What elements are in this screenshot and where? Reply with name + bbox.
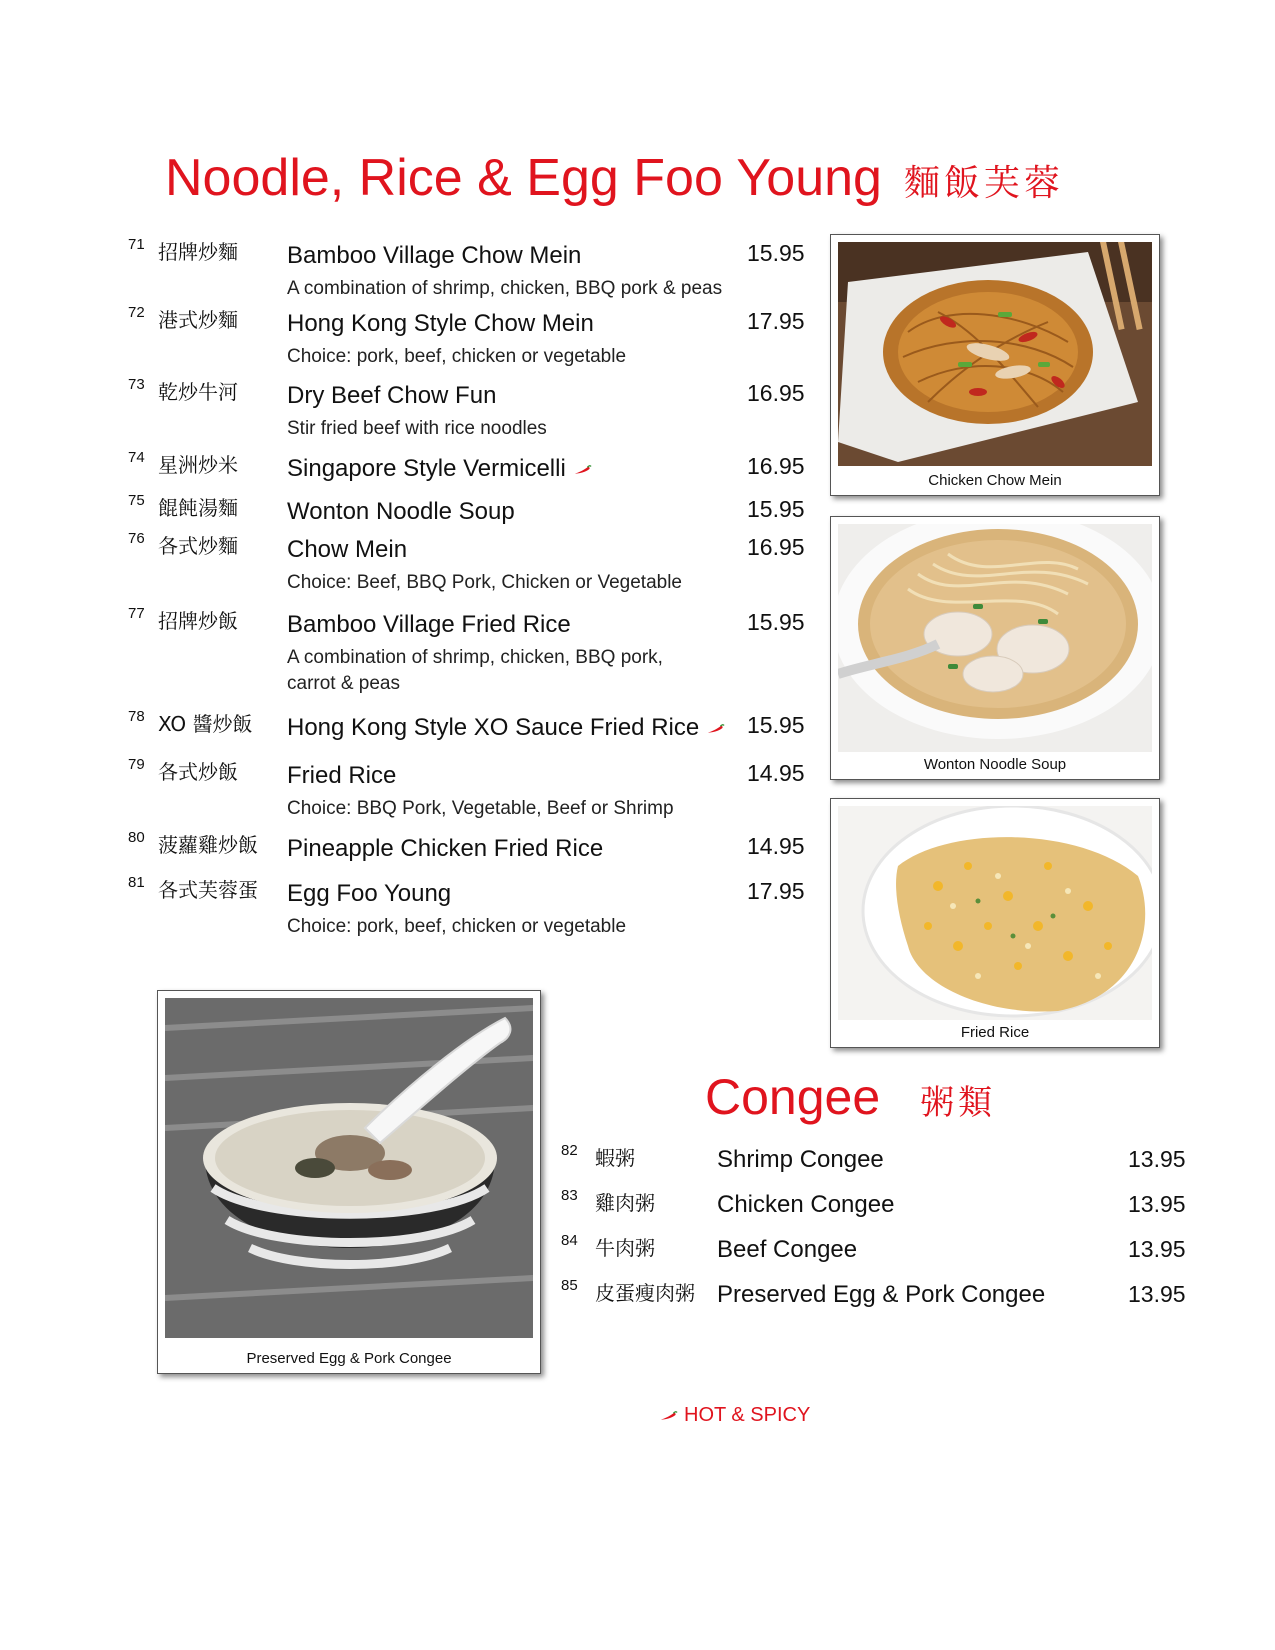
item-price: 13.95 [1128, 1146, 1186, 1172]
item-name-row [287, 714, 725, 742]
item-name-cn: 各式炒飯 [158, 760, 238, 784]
item-description: Stir fried beef with rice noodles [287, 418, 547, 439]
item-price: 17.95 [747, 878, 805, 904]
congee-title-en: Congee [705, 1069, 881, 1125]
item-description: Choice: pork, beef, chicken or vegetable [287, 916, 627, 937]
fried-rice-image [838, 806, 1152, 1020]
chili-pepper-icon [574, 465, 592, 475]
item-name: Chicken Congee [717, 1191, 895, 1218]
item-number: 72 [128, 304, 145, 321]
item-number: 85 [561, 1277, 578, 1294]
item-name-cn: XO 醬炒飯 [158, 712, 253, 736]
photo-fried-rice [830, 798, 1160, 1048]
item-name: Singapore Style Vermicelli [287, 455, 566, 482]
item-name: Bamboo Village Fried Rice [287, 611, 571, 638]
item-price: 16.95 [747, 534, 805, 560]
chili-pepper-icon [707, 724, 725, 734]
item-price: 16.95 [747, 453, 805, 479]
item-number: 71 [128, 236, 145, 253]
item-name: Hong Kong Style Chow Mein [287, 310, 594, 337]
congee-section-title [705, 1068, 996, 1126]
item-name-cn: 星洲炒米 [158, 453, 238, 477]
item-name-cn: 牛肉粥 [595, 1236, 655, 1260]
item-description: Choice: BBQ Pork, Vegetable, Beef or Shrimp [287, 798, 674, 819]
item-number: 77 [128, 605, 145, 622]
item-name: Dry Beef Chow Fun [287, 382, 497, 409]
menu-item [0, 530, 820, 593]
item-name: Bamboo Village Chow Mein [287, 242, 582, 269]
item-number: 81 [128, 874, 145, 891]
item-name-cn: 招牌炒飯 [158, 609, 238, 633]
page-title-cn: 麵飯芙蓉 [903, 163, 1064, 204]
photo-wonton-noodle-soup [830, 516, 1160, 780]
item-name-cn: 招牌炒麵 [158, 240, 238, 264]
item-price: 13.95 [1128, 1236, 1186, 1262]
item-number: 82 [561, 1142, 578, 1159]
item-name-cn: 雞肉粥 [595, 1191, 655, 1215]
item-name-cn: 皮蛋瘦肉粥 [595, 1281, 695, 1305]
item-name: Chow Mein [287, 536, 408, 563]
photo-caption: Fried Rice [960, 1024, 1030, 1041]
photo-caption: Wonton Noodle Soup [923, 756, 1067, 773]
item-name: Hong Kong Style XO Sauce Fried Rice [287, 714, 700, 741]
item-number: 74 [128, 449, 145, 466]
congee-title-cn: 粥類 [920, 1083, 997, 1123]
item-name: Wonton Noodle Soup [287, 498, 515, 525]
legend-text: HOT & SPICY [684, 1404, 811, 1426]
page-title [165, 148, 1064, 208]
menu-item [0, 605, 820, 694]
item-price: 16.95 [747, 380, 805, 406]
item-price: 14.95 [747, 760, 805, 786]
item-price: 15.95 [747, 609, 805, 635]
item-number: 75 [128, 492, 145, 509]
menu-item [0, 1142, 1275, 1186]
item-description: Choice: pork, beef, chicken or vegetable [287, 346, 627, 367]
menu-item [0, 756, 820, 819]
item-name-cn: 各式芙蓉蛋 [158, 878, 258, 902]
menu-item [0, 1232, 1275, 1276]
menu-item [0, 304, 820, 367]
item-description: A combination of shrimp, chicken, BBQ pork & peas [287, 278, 723, 299]
item-name-cn: 各式炒麵 [158, 534, 238, 558]
item-number: 80 [128, 829, 145, 846]
item-name-cn: 餛飩湯麵 [158, 496, 238, 520]
item-name-row [287, 455, 592, 483]
item-name-cn: 港式炒麵 [158, 308, 238, 332]
item-number: 78 [128, 708, 145, 725]
menu-item [0, 874, 820, 937]
item-price: 13.95 [1128, 1191, 1186, 1217]
spicy-legend [660, 1404, 810, 1427]
item-name-cn: 蝦粥 [595, 1146, 635, 1170]
item-price: 14.95 [747, 833, 805, 859]
photo-caption: Preserved Egg & Pork Congee [246, 1350, 452, 1367]
item-number: 84 [561, 1232, 578, 1249]
item-name: Beef Congee [717, 1236, 858, 1263]
chili-pepper-icon [660, 1411, 678, 1421]
item-number: 76 [128, 530, 145, 547]
item-name-cn: 乾炒牛河 [158, 380, 238, 404]
photo-caption: Chicken Chow Mein [928, 472, 1062, 489]
item-name: Preserved Egg & Pork Congee [717, 1281, 1046, 1308]
item-price: 15.95 [747, 496, 805, 522]
item-number: 83 [561, 1187, 578, 1204]
photo-chicken-chow-mein [830, 234, 1160, 496]
menu-item [0, 236, 820, 299]
page-title-en: Noodle, Rice & Egg Foo Young [165, 149, 882, 207]
chow-mein-image [838, 242, 1152, 466]
item-description: A combination of shrimp, chicken, BBQ pork, carrot & peas [287, 647, 663, 694]
item-number: 79 [128, 756, 145, 773]
item-price: 15.95 [747, 712, 805, 738]
wonton-soup-image [838, 524, 1152, 752]
item-number: 73 [128, 376, 145, 393]
item-price: 13.95 [1128, 1281, 1186, 1307]
menu-item [0, 1277, 1275, 1321]
item-price: 15.95 [747, 240, 805, 266]
menu-item [0, 376, 820, 439]
menu-item [0, 1187, 1275, 1231]
item-price: 17.95 [747, 308, 805, 334]
item-name: Pineapple Chicken Fried Rice [287, 835, 604, 862]
item-name: Egg Foo Young [287, 880, 452, 907]
item-name: Fried Rice [287, 762, 397, 789]
item-name-cn: 菠蘿雞炒飯 [158, 833, 258, 857]
item-name: Shrimp Congee [717, 1146, 884, 1173]
item-description: Choice: Beef, BBQ Pork, Chicken or Vegetable [287, 572, 682, 593]
